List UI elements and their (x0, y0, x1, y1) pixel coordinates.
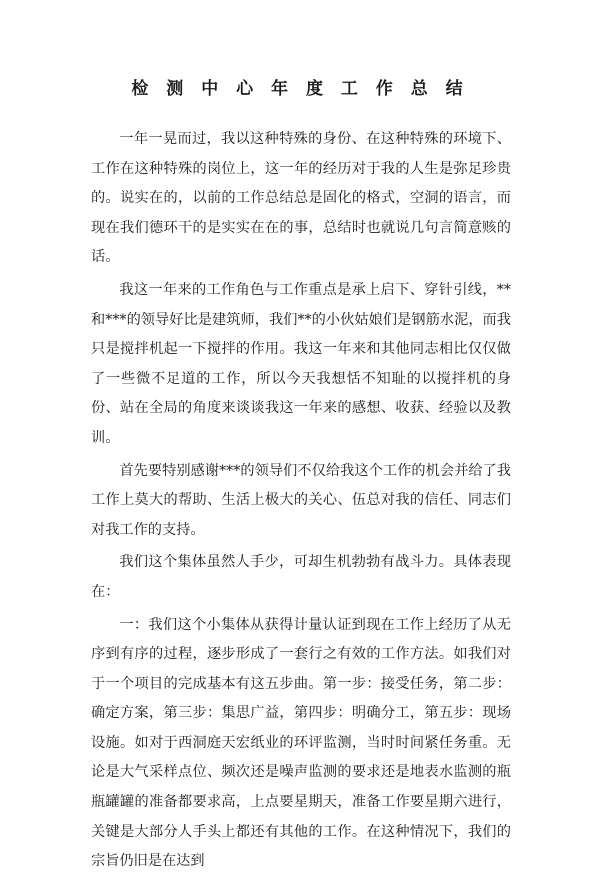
document-body (91, 125, 511, 880)
paragraph-3: 首先要特别感谢***的领导们不仅给我这个工作的机会并给了我工作上莫大的帮助、生活上极大的关心、伍总对我的信任、同志们对我工作的支持。 (91, 462, 511, 538)
paragraph-5: 一：我们这个小集体从获得计量认证到现在工作上经历了从无序到有序的过程，逐步形成了一套行之有效的工作方法。如我们对于一个项目的完成基本有这五步曲。第一步：接受任务，第二步：确定方案，第三步：集思广益，第四步：明确分工，第五步：现场设施。如对于西洞庭天宏纸业的环评监测，当时时间紧任务重。无论是大气采样点位、频次还是噪声监测的要求还是地表水监测的瓶瓶罐罐的准备都要求高，上点要星期天，准备工作要星期六进行，关键是大部分人手头上都还有其他的工作。在这种情况下，我们的宗旨仍旧是在达到 (91, 616, 511, 870)
paragraph-2: 我这一年来的工作角色与工作重点是承上启下、穿针引线，**和***的领导好比是建筑师，我们**的小伙姑娘们是钢筋水泥，而我只是搅拌机起一下搅拌的作用。我这一年来和其他同志相比仅仅做了一些微不足道的工作，所以今天我想恬不知耻的以搅拌机的身份、站在全局的角度来谈谈我这一年来的感想、收获、经验以及教训。 (91, 281, 511, 446)
paragraph-1: 一年一晃而过，我以这种特殊的身份、在这种特殊的环境下、工作在这种特殊的岗位上，这一年的经历对于我的人生是弥足珍贵的。说实在的，以前的工作总结总是固化的格式，空洞的语言，而现在我们德环干的是实实在在的事，总结时也就说几句言简意赅的话。 (91, 131, 511, 266)
document-title: 检 测 中 心 年 度 工 作 总 结 (131, 79, 469, 99)
paragraph-4: 我们这个集体虽然人手少，可却生机勃勃有战斗力。具体表现在： (91, 554, 511, 600)
